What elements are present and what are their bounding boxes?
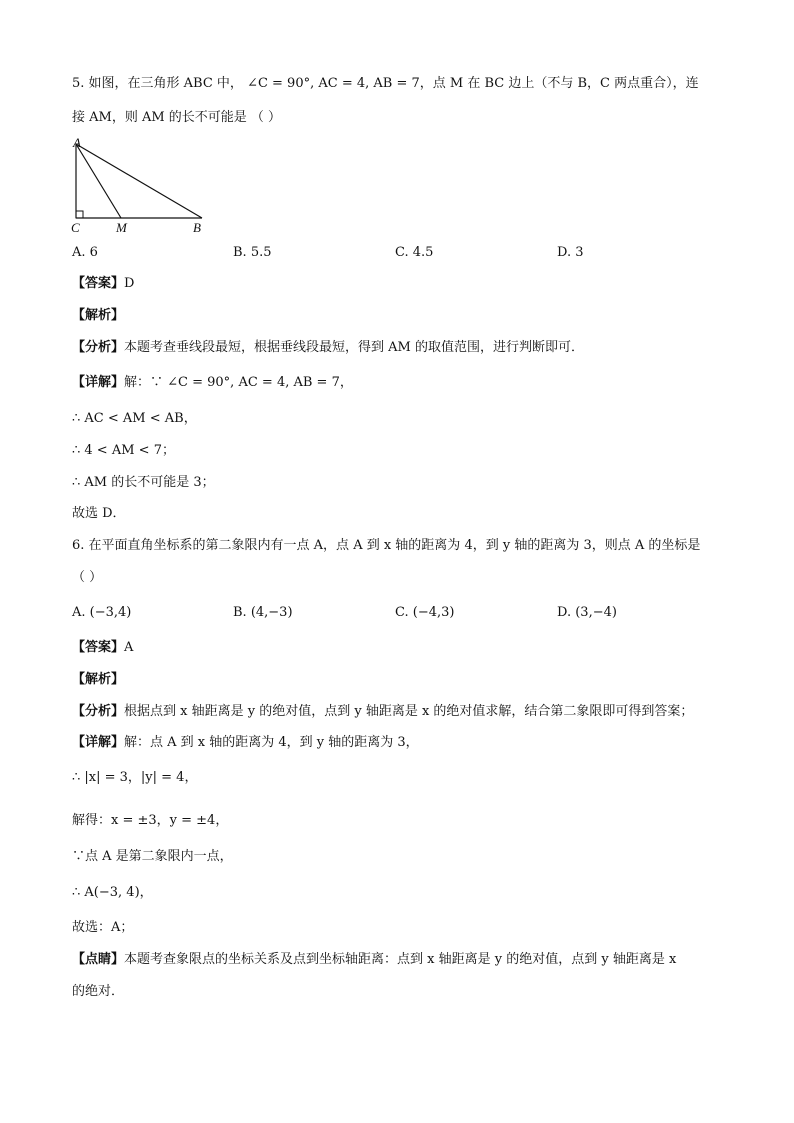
label-M: M <box>116 220 127 235</box>
answer-tag: 【答案】 <box>72 640 125 655</box>
q6-dianjing-line1 <box>72 951 676 969</box>
analysis-tag: 【解析】 <box>72 308 125 323</box>
q6-step2: 解得：x = ±3，y = ±4， <box>72 813 229 828</box>
q5-option-d: D. 3 <box>557 245 584 260</box>
q6-detail-line <box>72 734 419 752</box>
q5-stem-line1: 5. 如图，在三角形 ABC 中， ∠C = 90°, AC = 4, AB = 7，点 M 在 BC 边上（不与 B，C 两点重合），连 <box>72 76 699 91</box>
q5-step2: ∴ 4 < AM < 7； <box>72 443 175 458</box>
q5-option-c: C. 4.5 <box>395 245 434 260</box>
q5-fenxi-line <box>72 339 584 357</box>
q6-fenxi-line <box>72 703 693 721</box>
q6-option-d: D. (3,−4) <box>557 605 617 620</box>
fenxi-text: 根据点到 x 轴距离是 y 的绝对值，点到 y 轴距离是 x 的绝对值求解，结合第二象限即可得到答案； <box>124 704 694 719</box>
fenxi-tag: 【分析】 <box>72 704 125 719</box>
q6-option-c: C. (−4,3) <box>395 605 455 620</box>
answer-tag: 【答案】 <box>72 276 125 291</box>
q5-stem-line2: 接 AM，则 AM 的长不可能是 （ ） <box>72 110 282 125</box>
q5-option-b: B. 5.5 <box>233 245 272 260</box>
q5-option-a: A. 6 <box>72 245 98 260</box>
dianjing-tag: 【点睛】 <box>72 952 125 967</box>
q5-answer-line <box>72 275 134 293</box>
fenxi-text: 本题考查垂线段最短，根据垂线段最短，得到 AM 的取值范围，进行判断即可． <box>124 340 584 355</box>
q5-step1: ∴ AC < AM < AB， <box>72 411 197 426</box>
q6-answer-line <box>72 639 133 657</box>
answer-value: A <box>124 640 134 655</box>
q6-step1: ∴ |x| = 3，|y| = 4， <box>72 770 198 785</box>
detail-tag: 【详解】 <box>72 375 125 390</box>
q6-stem-line2: （ ） <box>72 570 103 585</box>
label-C: C <box>71 220 80 235</box>
detail-tag: 【详解】 <box>72 735 125 750</box>
q5-analysis-tag <box>72 307 124 325</box>
q5-step3: ∴ AM 的长不可能是 3； <box>72 475 215 490</box>
q5-conclusion: 故选 D． <box>72 506 126 521</box>
fenxi-tag: 【分析】 <box>72 340 125 355</box>
analysis-tag: 【解析】 <box>72 672 125 687</box>
q6-step4: ∴ A(−3, 4)， <box>72 885 153 900</box>
triangle-figure <box>68 134 218 238</box>
q5-detail-line <box>72 374 353 392</box>
q6-step3: ∵点 A 是第二象限内一点， <box>72 849 233 864</box>
q6-dianjing-line2: 的绝对． <box>72 984 125 999</box>
detail-text: 解：∵ ∠C = 90°, AC = 4, AB = 7， <box>124 375 353 390</box>
dianjing-text: 本题考查象限点的坐标关系及点到坐标轴距离：点到 x 轴距离是 y 的绝对值，点到 y 轴距离是 x <box>124 952 677 967</box>
q6-option-b: B. (4,−3) <box>233 605 293 620</box>
answer-value: D <box>124 276 135 291</box>
label-B: B <box>193 220 201 235</box>
detail-text: 解：点 A 到 x 轴的距离为 4，到 y 轴的距离为 3， <box>124 735 419 750</box>
q6-option-a: A. (−3,4) <box>72 605 132 620</box>
q6-stem-line1: 6. 在平面直角坐标系的第二象限内有一点 A，点 A 到 x 轴的距离为 4，到 y 轴的距离为 3，则点 A 的坐标是 <box>72 538 701 553</box>
label-A: A <box>73 135 81 150</box>
q6-analysis-tag <box>72 671 124 689</box>
q6-conclusion: 故选：A； <box>72 920 134 935</box>
